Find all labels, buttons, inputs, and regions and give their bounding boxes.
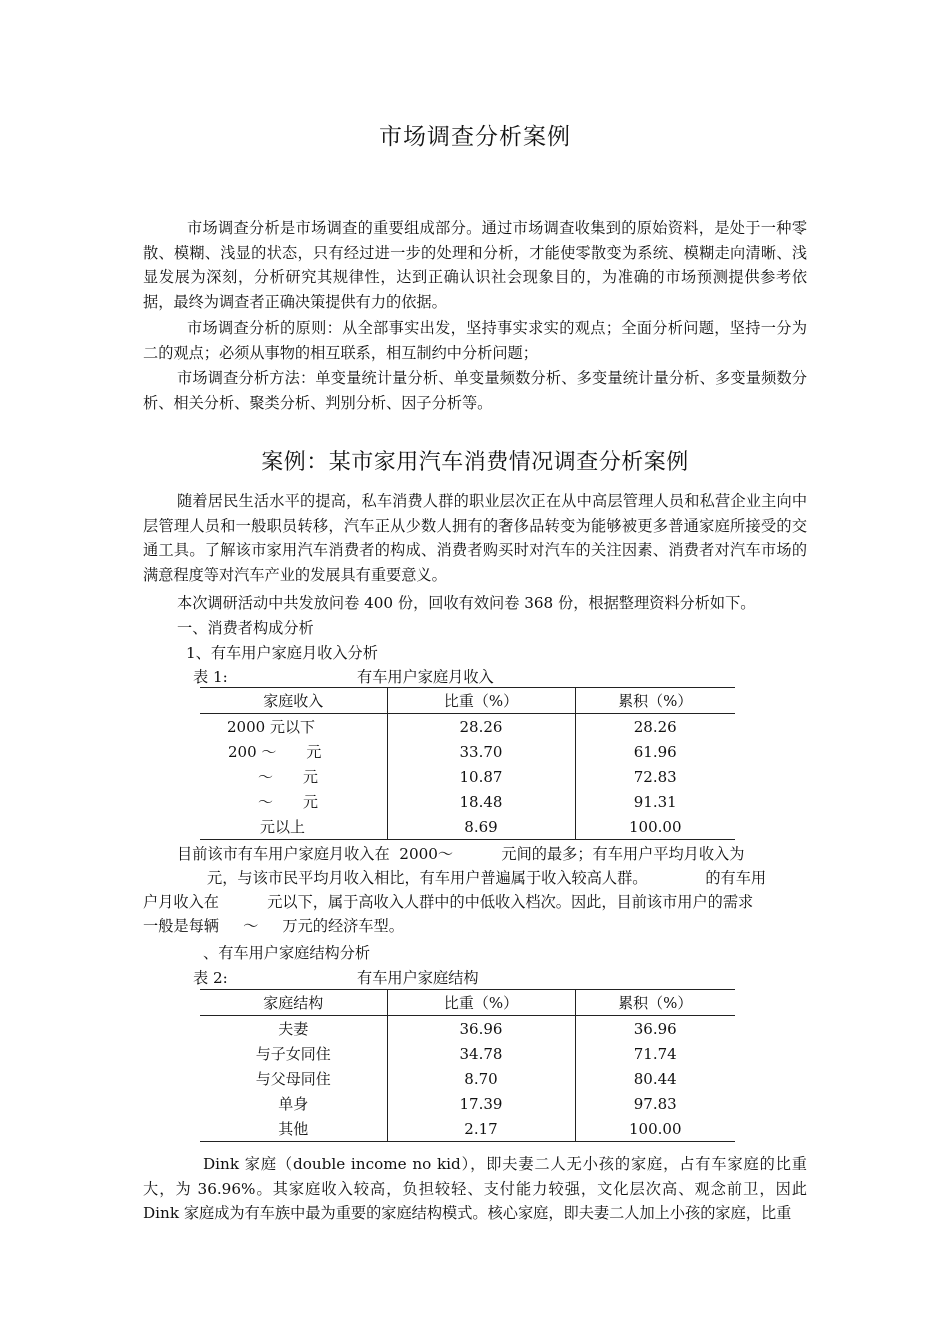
intro-paragraph-2: 市场调查分析的原则：从全部事实出发，坚持事实求实的观点；全面分析问题，坚持一分为二的观点；必须从事物的相互联系，相互制约中分析问题； — [143, 319, 807, 362]
case-paragraph-2: 本次调研活动中共发放问卷 400 份，回收有效问卷 368 份，根据整理资料分析如下。 — [177, 594, 756, 612]
table-cell: 18.48 — [387, 789, 575, 814]
income-table — [200, 687, 735, 840]
table-row — [200, 1016, 735, 1042]
table-cell: 与子女同住 — [255, 1045, 331, 1063]
column-header: 累积（%） — [575, 990, 735, 1016]
column-header: 比重（%） — [387, 990, 575, 1016]
table-cell: 28.26 — [575, 714, 735, 740]
table-cell: 2.17 — [387, 1116, 575, 1142]
table-cell: 夫妻 — [278, 1020, 309, 1038]
section-heading-consumer: 一、消费者构成分析 — [177, 619, 314, 637]
table-cell: ～ 元 — [258, 768, 319, 786]
table-cell: 10.87 — [387, 764, 575, 789]
table-cell: 单身 — [278, 1095, 309, 1113]
income-analysis-line-3: 户月收入在 元以下，属于高收入人群中的中低收入档次。因此，目前该市用户的需求 — [143, 893, 754, 911]
table-cell: 36.96 — [575, 1016, 735, 1042]
intro-paragraph-1: 市场调查分析是市场调查的重要组成部分。通过市场调查收集到的原始资料，是处于一种零散、模糊、浅显的状态，只有经过进一步的处理和分析，才能使零散变为系统、模糊走向清晰、浅显发展为深刻，分析研究其规律性，达到正确认识社会现象目的，为准确的市场预测提供参考依据，最终为调查者正确决策提供有力的依据。 — [143, 219, 807, 311]
family-structure-table — [200, 989, 735, 1142]
table1-caption: 有车用户家庭月收入 — [357, 668, 494, 686]
table-row — [200, 814, 735, 840]
table2-label: 表 2: — [193, 969, 228, 987]
case-paragraph-1: 随着居民生活水平的提高，私车消费人群的职业层次正在从中高层管理人员和私营企业主向中层管理人员和一般职员转移，汽车正从少数人拥有的奢侈品转变为能够被更多普通家庭所接受的交通工具。了解该市家用汽车消费者的构成、消费者购买时对汽车的关注因素、消费者对汽车市场的满意程度等对汽车产业的发展具有重要意义。 — [143, 492, 807, 584]
table-row — [200, 714, 735, 740]
document-title: 市场调查分析案例 — [379, 124, 571, 150]
table-cell: 8.69 — [387, 814, 575, 840]
table-cell: 61.96 — [575, 739, 735, 764]
column-header: 家庭收入 — [263, 692, 324, 710]
family-analysis-paragraph: Dink 家庭（double income no kid），即夫妻二人无小孩的家庭，占有车家庭的比重大，为 36.96%。其家庭收入较高，负担较轻、支付能力较强，文化层次高、观念前卫，因此 Dink 家庭成为有车族中最为重要的家庭结构模式。核心家庭，即夫妻二人加上小孩的家庭，比重 — [143, 1155, 807, 1222]
table-cell: ～ 元 — [258, 793, 319, 811]
table-cell: 91.31 — [575, 789, 735, 814]
table-row — [200, 739, 735, 764]
table-cell: 33.70 — [387, 739, 575, 764]
table-cell: 其他 — [278, 1120, 309, 1138]
table-cell: 元以上 — [260, 818, 306, 836]
table-row — [200, 1041, 735, 1066]
table-cell: 100.00 — [575, 1116, 735, 1142]
table-cell: 71.74 — [575, 1041, 735, 1066]
column-header: 比重（%） — [387, 688, 575, 714]
table-row — [200, 1066, 735, 1091]
subsection-heading-family: 、有车用户家庭结构分析 — [203, 944, 371, 962]
column-header: 累积（%） — [575, 688, 735, 714]
table-cell: 72.83 — [575, 764, 735, 789]
table-row — [200, 789, 735, 814]
table-header-row — [200, 688, 735, 714]
table-cell: 36.96 — [387, 1016, 575, 1042]
table-cell: 200 ～ 元 — [228, 743, 322, 761]
table-cell: 100.00 — [575, 814, 735, 840]
table-cell: 8.70 — [387, 1066, 575, 1091]
table-cell: 2000 元以下 — [227, 718, 315, 736]
intro-paragraph-3: 市场调查分析方法：单变量统计量分析、单变量频数分析、多变量统计量分析、多变量频数分析、相关分析、聚类分析、判别分析、因子分析等。 — [143, 369, 807, 412]
table-row — [200, 1116, 735, 1142]
table-cell: 80.44 — [575, 1066, 735, 1091]
table1-label: 表 1: — [193, 668, 228, 686]
subsection-heading-income: 1、有车用户家庭月收入分析 — [186, 644, 378, 662]
table-cell: 与父母同住 — [255, 1070, 331, 1088]
case-title: 案例：某市家用汽车消费情况调查分析案例 — [261, 450, 689, 475]
table-cell: 34.78 — [387, 1041, 575, 1066]
table-cell: 28.26 — [387, 714, 575, 740]
table-cell: 17.39 — [387, 1091, 575, 1116]
income-analysis-line-1: 目前该市有车用户家庭月收入在 2000～ 元间的最多；有车用户平均月收入为 — [177, 845, 745, 863]
income-analysis-line-4: 一般是每辆 ～ 万元的经济车型。 — [143, 917, 404, 935]
table2-caption: 有车用户家庭结构 — [357, 969, 479, 987]
table-header-row — [200, 990, 735, 1016]
column-header: 家庭结构 — [263, 994, 324, 1012]
table-row — [200, 1091, 735, 1116]
income-analysis-line-2: 元，与该市民平均月收入相比，有车用户普遍属于收入较高人群。 的有车用 — [207, 869, 767, 887]
table-cell: 97.83 — [575, 1091, 735, 1116]
table-row — [200, 764, 735, 789]
